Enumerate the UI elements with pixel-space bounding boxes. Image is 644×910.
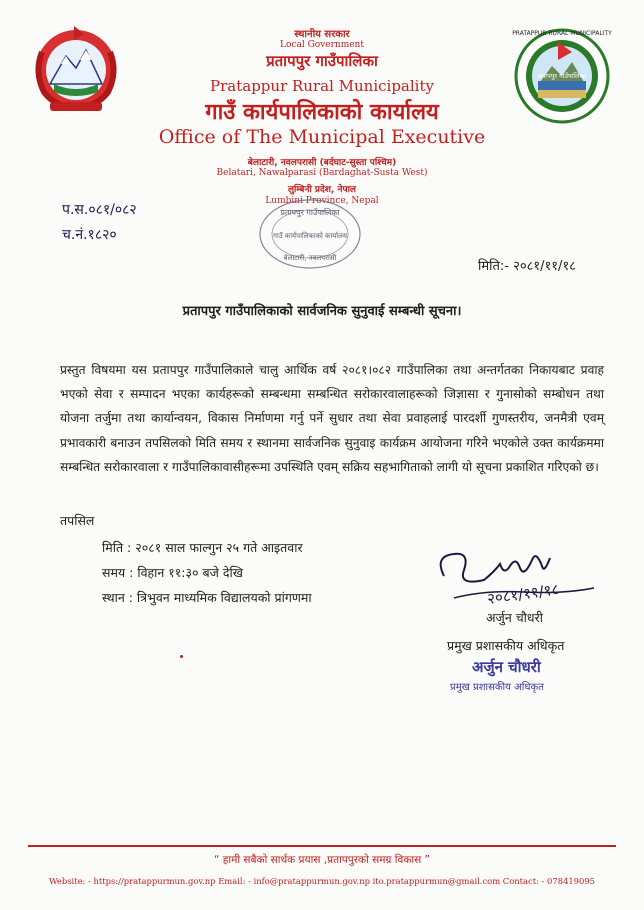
- svg-text:२०८१/११/१८: २०८१/११/१८: [486, 580, 561, 608]
- signatory-name: अर्जुन चौधरी: [486, 610, 543, 625]
- signature-scrawl: [424, 536, 616, 616]
- details-heading: तपसिल: [60, 513, 95, 528]
- letter-number: प.स.०८१/०८२: [62, 202, 137, 218]
- municipality-name-en: Pratappur Rural Municipality: [210, 77, 434, 95]
- province-np: लुम्बिनी प्रदेश, नेपाल: [287, 185, 357, 195]
- notice-body: प्रस्तुत विषयमा यस प्रतापपुर गाउँपालिकाले चालु आर्थिक वर्ष २०८१।०८२ गाउँपालिका तथा अन्तर्गतका निकायबाट प्रवाह भएको सेवा र सम्पादन भएका कार्यहरूको सम्बन्धमा सम्बन्धित सरोकारवालाहरूको जिज्ञासा र गुनासोको सम्बोधन तथा योजना तर्जुमा तथा कार्यान्वयन, विकास निर्माणमा गर्नु पर्ने सुधार तथा सेवा प्रवाहलाई पारदर्शी गुणस्तरीय, जनमैत्री एवम् प्रभावकारी बनाउन तपसिलको मिति समय र स्थानमा सार्वजनिक सुनुवाइ कार्यक्रम आयोजना गरिने भएकोले उक्त कार्यक्रममा सम्बन्धित सरोकारवाला र गाउँपालिकावासीहरूमा उपस्थिति एवम् सक्रिय सहभागिताको लागी यो सूचना प्रकाशित गरिएको छ।: [60, 363, 604, 474]
- address-en: Belatari, Nawalparasi (Bardaghat-Susta West): [216, 168, 428, 178]
- title-stamp: प्रमुख प्रशासकीय अधिकृत: [450, 682, 544, 693]
- name-stamp: अर्जुन चौधरी: [472, 658, 541, 676]
- footer-divider: [28, 845, 616, 847]
- footer-contact: Website: - https://pratappurmun.gov.np Email: - info@pratappurmun.gov.np ito.pratappurmun@gmail.com Contact: - 078419095: [48, 876, 595, 886]
- detail-date: मिति : २०८१ साल फाल्गुन २५ गते आइतवार: [102, 540, 303, 555]
- office-name-np: गाउँ कार्यपालिकाको कार्यालय: [205, 100, 439, 125]
- nepal-emblem-logo: [28, 22, 124, 114]
- detail-venue: स्थान : त्रिभुवन माध्यमिक विद्यालयको प्रांगणमा: [102, 590, 312, 605]
- svg-text:प्रतापपुर गाउँपालिका: प्रतापपुर गाउँपालिका: [537, 72, 587, 80]
- office-name-en: Office of The Municipal Executive: [158, 126, 486, 148]
- dispatch-number: च.नं.१८२०: [62, 227, 117, 243]
- municipality-logo: [512, 26, 612, 126]
- svg-text:प्रतापपुर गाउँपालिका: प्रतापपुर गाउँपालिका: [280, 208, 340, 217]
- province-en: Lumbini Province, Nepal: [265, 196, 379, 206]
- ink-speck: [180, 655, 183, 658]
- svg-text:बेलाटारी, नवलपरासी: बेलाटारी, नवलपरासी: [283, 254, 337, 262]
- detail-time: समय : विहान ११:३० बजे देखि: [102, 565, 243, 580]
- local-gov-np: स्थानीय सरकार: [294, 29, 350, 40]
- office-round-stamp: [258, 198, 362, 270]
- address-np: बेलाटारी, नवलपरासी (बर्दघाट-सुस्ता पश्चिम): [247, 158, 397, 168]
- municipality-name-np: प्रतापपुर गाउँपालिका: [266, 52, 378, 70]
- issue-date: मिति:- २०८१/११/१८: [478, 259, 576, 274]
- notice-subject: प्रतापपुर गाउँपालिकाको सार्वजनिक सुनुवाई सम्बन्धी सूचना।: [182, 304, 462, 319]
- svg-text:PRATAPPUR RURAL MUNICIPALITY: PRATAPPUR RURAL MUNICIPALITY: [512, 30, 612, 37]
- local-gov-en: Local Government: [280, 40, 364, 50]
- svg-text:गाउँ कार्यपालिकाको कार्यालय: गाउँ कार्यपालिकाको कार्यालय: [273, 232, 347, 240]
- footer-slogan: “ हामी सबैको सार्थक प्रयास ,प्रतापपुरको समग्र विकास ”: [214, 854, 430, 866]
- signatory-title: प्रमुख प्रशासकीय अधिकृत: [447, 638, 565, 653]
